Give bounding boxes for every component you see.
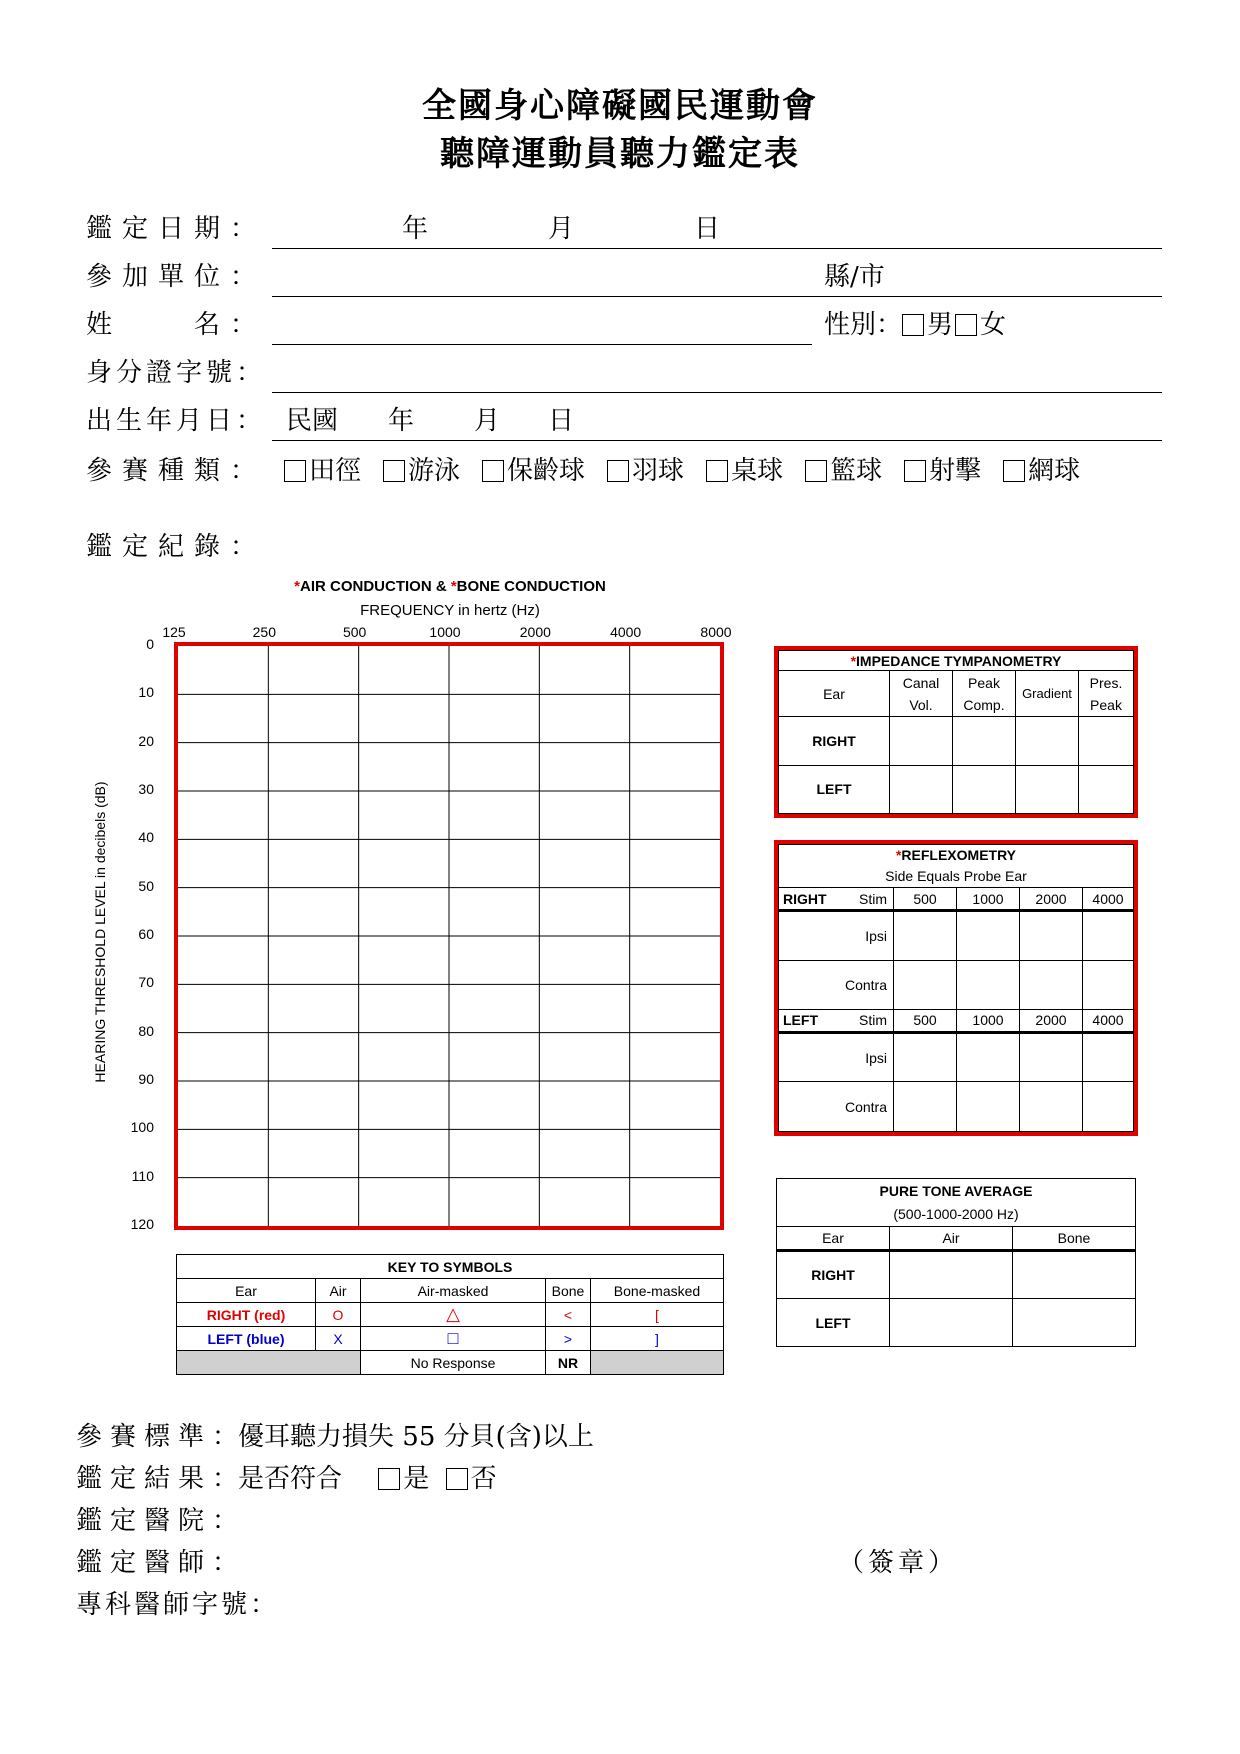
key-title: KEY TO SYMBOLS: [177, 1255, 724, 1279]
date-year-label: 年: [402, 214, 429, 244]
impedance-cell[interactable]: [1079, 765, 1134, 813]
key-left-label: LEFT (blue): [177, 1327, 316, 1351]
sport-checkbox[interactable]: [607, 460, 629, 482]
criteria-label: 參賽標準: [76, 1422, 213, 1452]
doctor-label: 鑑定醫師: [76, 1548, 213, 1578]
pta-col-bone: Bone: [1013, 1227, 1136, 1251]
unit-line[interactable]: [272, 296, 1162, 297]
reflex-cell[interactable]: [894, 911, 957, 961]
reflex-subtitle: Side Equals Probe Ear: [779, 865, 1134, 888]
sport-option-badminton[interactable]: [607, 450, 684, 487]
reflex-left-ipsi: Ipsi: [779, 1032, 894, 1082]
audiogram-y-tick: 80: [138, 1022, 154, 1039]
impedance-col-pres-1: Pres.: [1089, 674, 1123, 691]
key-left-bone: >: [546, 1327, 591, 1351]
doctor-colon: ：: [212, 1548, 239, 1578]
impedance-col-pres: [1079, 671, 1134, 717]
audiogram-x-tick: 250: [252, 624, 276, 640]
id-line[interactable]: [272, 392, 1162, 393]
record-label: 鑑定紀錄：: [86, 532, 267, 562]
audiogram-y-tick: 40: [138, 829, 154, 846]
impedance-cell[interactable]: [1079, 717, 1134, 765]
key-header-bone-masked: Bone-masked: [591, 1279, 724, 1303]
result-label: 鑑定結果: [76, 1464, 213, 1494]
sport-option-tennis[interactable]: [1003, 450, 1080, 487]
impedance-col-peak-2: Comp.: [963, 696, 1005, 713]
audiogram-x-tick: 2000: [519, 624, 551, 640]
audiogram-y-tick: 20: [138, 732, 154, 749]
audiogram-subtitle: FREQUENCY in hertz (Hz): [360, 602, 540, 619]
result-no-checkbox[interactable]: [446, 1468, 468, 1490]
audiogram-y-tick: 120: [130, 1216, 154, 1232]
reflex-stim-label: Stim: [859, 1012, 887, 1029]
gender-male-label: 男: [927, 310, 954, 340]
reflex-cell[interactable]: [1083, 1082, 1134, 1132]
sport-option-bowling[interactable]: [482, 450, 585, 487]
pta-row-left: LEFT: [777, 1299, 890, 1347]
sport-option-label: 羽球: [632, 456, 685, 486]
impedance-col-gradient: Gradient: [1016, 671, 1079, 717]
audiogram-x-tick: 500: [342, 624, 367, 640]
pta-cell[interactable]: [1013, 1251, 1136, 1299]
reflex-right-contra: Contra: [779, 960, 894, 1010]
sport-label: 參賽種類：: [86, 456, 267, 486]
audiogram-title-bone: BONE CONDUCTION: [456, 578, 606, 595]
audiogram-ylabel: HEARING THRESHOLD LEVEL in decibels (dB): [92, 781, 108, 1083]
date-day-label: 日: [694, 214, 721, 244]
reflex-stim-label: Stim: [859, 890, 887, 907]
key-header-air: Air: [316, 1279, 361, 1303]
sport-options: [284, 450, 1080, 487]
gender-female-label: 女: [980, 310, 1007, 340]
sport-checkbox[interactable]: [482, 460, 504, 482]
key-right-air-masked: △: [361, 1303, 546, 1327]
key-right-label: RIGHT (red): [177, 1303, 316, 1327]
pta-cell[interactable]: [1013, 1299, 1136, 1347]
sport-option-label: 籃球: [830, 456, 883, 486]
pta-col-air: Air: [890, 1227, 1013, 1251]
sport-option-label: 桌球: [731, 456, 784, 486]
result-row: [76, 1458, 497, 1495]
sport-checkbox[interactable]: [706, 460, 728, 482]
audiogram-x-tick: 125: [162, 624, 186, 640]
reflex-table: [778, 844, 1134, 1132]
audiogram-x-tick: 4000: [610, 624, 642, 640]
pta-cell[interactable]: [890, 1251, 1013, 1299]
reflex-cell[interactable]: [894, 1032, 957, 1082]
required-star: *: [895, 847, 902, 864]
impedance-cell[interactable]: [953, 765, 1016, 813]
gender-field: [824, 304, 1006, 341]
sport-option-label: 保齡球: [507, 456, 586, 486]
result-yes-checkbox[interactable]: [378, 1468, 400, 1490]
reflex-right-ipsi: Ipsi: [779, 911, 894, 961]
reflex-title-text: REFLEXOMETRY: [901, 847, 1017, 864]
birth-line[interactable]: [272, 440, 1162, 441]
sport-option-shooting[interactable]: [904, 450, 981, 487]
sport-checkbox[interactable]: [805, 460, 827, 482]
license-label: 專科醫師字號：: [76, 1590, 280, 1620]
reflex-cell[interactable]: [1020, 960, 1083, 1010]
impedance-row-left: LEFT: [779, 765, 890, 813]
birth-day-label: 日: [548, 406, 575, 436]
key-header-bone: Bone: [546, 1279, 591, 1303]
impedance-col-canal-2: Vol.: [909, 696, 933, 713]
gender-female-checkbox[interactable]: [955, 314, 977, 336]
reflex-freq: 500: [894, 888, 957, 911]
impedance-col-ear: Ear: [779, 671, 890, 717]
sport-option-label: 田徑: [309, 456, 362, 486]
hospital-label: 鑑定醫院: [76, 1506, 213, 1536]
impedance-cell[interactable]: [1016, 717, 1079, 765]
birth-month-label: 月: [474, 406, 501, 436]
audiogram-title: [200, 578, 700, 595]
reflex-freq: 4000: [1083, 1010, 1134, 1033]
reflex-cell[interactable]: [957, 960, 1020, 1010]
impedance-title: [779, 651, 1134, 671]
result-text: ：是否符合: [212, 1464, 343, 1494]
key-blank-cell: [177, 1351, 361, 1375]
form-subtitle: 聽障運動員聽力鑑定表: [440, 134, 800, 174]
sport-option-table-tennis[interactable]: [706, 450, 783, 487]
sport-checkbox[interactable]: [284, 460, 306, 482]
reflex-right-header: [779, 888, 894, 911]
key-header-air-masked: Air-masked: [361, 1279, 546, 1303]
id-label: 身分證字號：: [86, 358, 267, 388]
date-line[interactable]: [272, 248, 1162, 249]
gender-male-checkbox[interactable]: [902, 314, 924, 336]
key-header-ear: Ear: [177, 1279, 316, 1303]
reflex-title: [779, 845, 1134, 866]
reflex-right-label: RIGHT: [783, 890, 827, 907]
reflex-freq: 500: [894, 1010, 957, 1033]
hospital-row: [76, 1500, 238, 1537]
audiogram-title-air: AIR CONDUCTION &: [300, 578, 451, 595]
name-line[interactable]: [272, 344, 812, 345]
impedance-col-canal: [890, 671, 953, 717]
pta-row-right: RIGHT: [777, 1251, 890, 1299]
doctor-row: [76, 1542, 238, 1579]
birth-year-label: 年: [388, 406, 415, 436]
date-label: 鑑定日期：: [86, 214, 267, 244]
reflex-freq: 2000: [1020, 888, 1083, 911]
key-right-air: O: [316, 1303, 361, 1327]
gender-label: 性別：: [824, 310, 903, 340]
reflex-cell[interactable]: [1083, 911, 1134, 961]
birth-label: 出生年月日：: [86, 406, 267, 436]
impedance-col-peak-1: Peak: [968, 674, 1000, 691]
pta-title: PURE TONE AVERAGE: [777, 1179, 1136, 1203]
impedance-cell[interactable]: [1016, 765, 1079, 813]
reflex-freq: 2000: [1020, 1010, 1083, 1033]
key-no-response: No Response: [361, 1351, 546, 1375]
key-right-bone-masked: [: [591, 1303, 724, 1327]
impedance-cell[interactable]: [890, 765, 953, 813]
audiogram-y-tick: 50: [138, 877, 154, 894]
key-blank-cell: [591, 1351, 724, 1375]
key-left-air-masked: □: [361, 1327, 546, 1351]
audiogram-grid[interactable]: [178, 646, 720, 1226]
key-to-symbols-table: [176, 1254, 724, 1375]
reflex-cell[interactable]: [1083, 1032, 1134, 1082]
birth-era: 民國: [286, 406, 339, 436]
key-left-bone-masked: ]: [591, 1327, 724, 1351]
reflex-cell[interactable]: [957, 911, 1020, 961]
result-yes-label: 是: [403, 1464, 430, 1494]
result-no-label: 否: [470, 1464, 497, 1494]
impedance-col-canal-1: Canal: [902, 674, 940, 691]
unit-suffix: 縣/市: [824, 262, 885, 292]
pta-cell[interactable]: [890, 1299, 1013, 1347]
required-star: *: [450, 578, 457, 595]
sport-option-basketball[interactable]: [805, 450, 882, 487]
reflex-left-label: LEFT: [783, 1012, 818, 1029]
sport-option-label: 游泳: [408, 456, 461, 486]
audiogram-y-tick: 100: [130, 1119, 154, 1136]
reflex-cell[interactable]: [894, 960, 957, 1010]
audiogram-x-tick: 1000: [429, 624, 461, 640]
pta-col-ear: Ear: [777, 1227, 890, 1251]
audiogram-y-tick: 10: [138, 684, 154, 701]
doctor-seal: （簽章）: [838, 1548, 959, 1578]
audiogram-x-tick: 8000: [700, 624, 732, 640]
reflex-freq: 1000: [957, 1010, 1020, 1033]
reflex-cell[interactable]: [957, 1032, 1020, 1082]
hospital-colon: ：: [212, 1506, 239, 1536]
key-left-air: X: [316, 1327, 361, 1351]
reflex-cell[interactable]: [1020, 1082, 1083, 1132]
audiogram-y-tick: 60: [138, 926, 154, 942]
audiogram-y-tick: 0: [146, 636, 154, 652]
form-title: 全國身心障礙國民運動會: [422, 86, 818, 126]
name-label: 姓 名：: [86, 310, 267, 340]
reflex-cell[interactable]: [1020, 1032, 1083, 1082]
sport-option-label: 射擊: [929, 456, 982, 486]
impedance-col-peak: [953, 671, 1016, 717]
date-month-label: 月: [548, 214, 575, 244]
pta-table: [776, 1178, 1136, 1347]
reflex-cell[interactable]: [1020, 911, 1083, 961]
key-nr: NR: [546, 1351, 591, 1375]
sport-option-swimming[interactable]: [383, 450, 460, 487]
audiogram-y-tick: 90: [138, 1071, 154, 1087]
criteria-text: ：優耳聽力損失 55 分貝(含)以上: [212, 1422, 594, 1452]
audiogram-y-tick: 30: [138, 781, 154, 797]
sport-option-label: 網球: [1028, 456, 1081, 486]
sport-checkbox[interactable]: [1003, 460, 1025, 482]
audiogram-y-tick: 110: [131, 1167, 154, 1184]
impedance-title-text: IMPEDANCE TYMPANOMETRY: [856, 652, 1062, 669]
reflex-cell[interactable]: [957, 1082, 1020, 1132]
reflex-left-contra: Contra: [779, 1082, 894, 1132]
impedance-cell[interactable]: [953, 717, 1016, 765]
reflex-left-header: [779, 1010, 894, 1033]
impedance-col-pres-2: Peak: [1090, 696, 1122, 713]
impedance-cell[interactable]: [890, 717, 953, 765]
required-star: *: [294, 578, 300, 595]
key-right-bone: <: [546, 1303, 591, 1327]
pta-subtitle: (500-1000-2000 Hz): [777, 1203, 1136, 1227]
criteria-row: [76, 1416, 594, 1453]
sport-option-athletics[interactable]: [284, 450, 361, 487]
sport-checkbox[interactable]: [904, 460, 926, 482]
required-star: *: [850, 652, 857, 669]
audiogram-y-tick: 70: [138, 974, 154, 991]
reflex-freq: 4000: [1083, 888, 1134, 911]
sport-checkbox[interactable]: [383, 460, 405, 482]
reflex-freq: 1000: [957, 888, 1020, 911]
impedance-row-right: RIGHT: [779, 717, 890, 765]
reflex-cell[interactable]: [1083, 960, 1134, 1010]
reflex-cell[interactable]: [894, 1082, 957, 1132]
unit-label: 參加單位：: [86, 262, 267, 292]
impedance-table: [778, 650, 1134, 814]
